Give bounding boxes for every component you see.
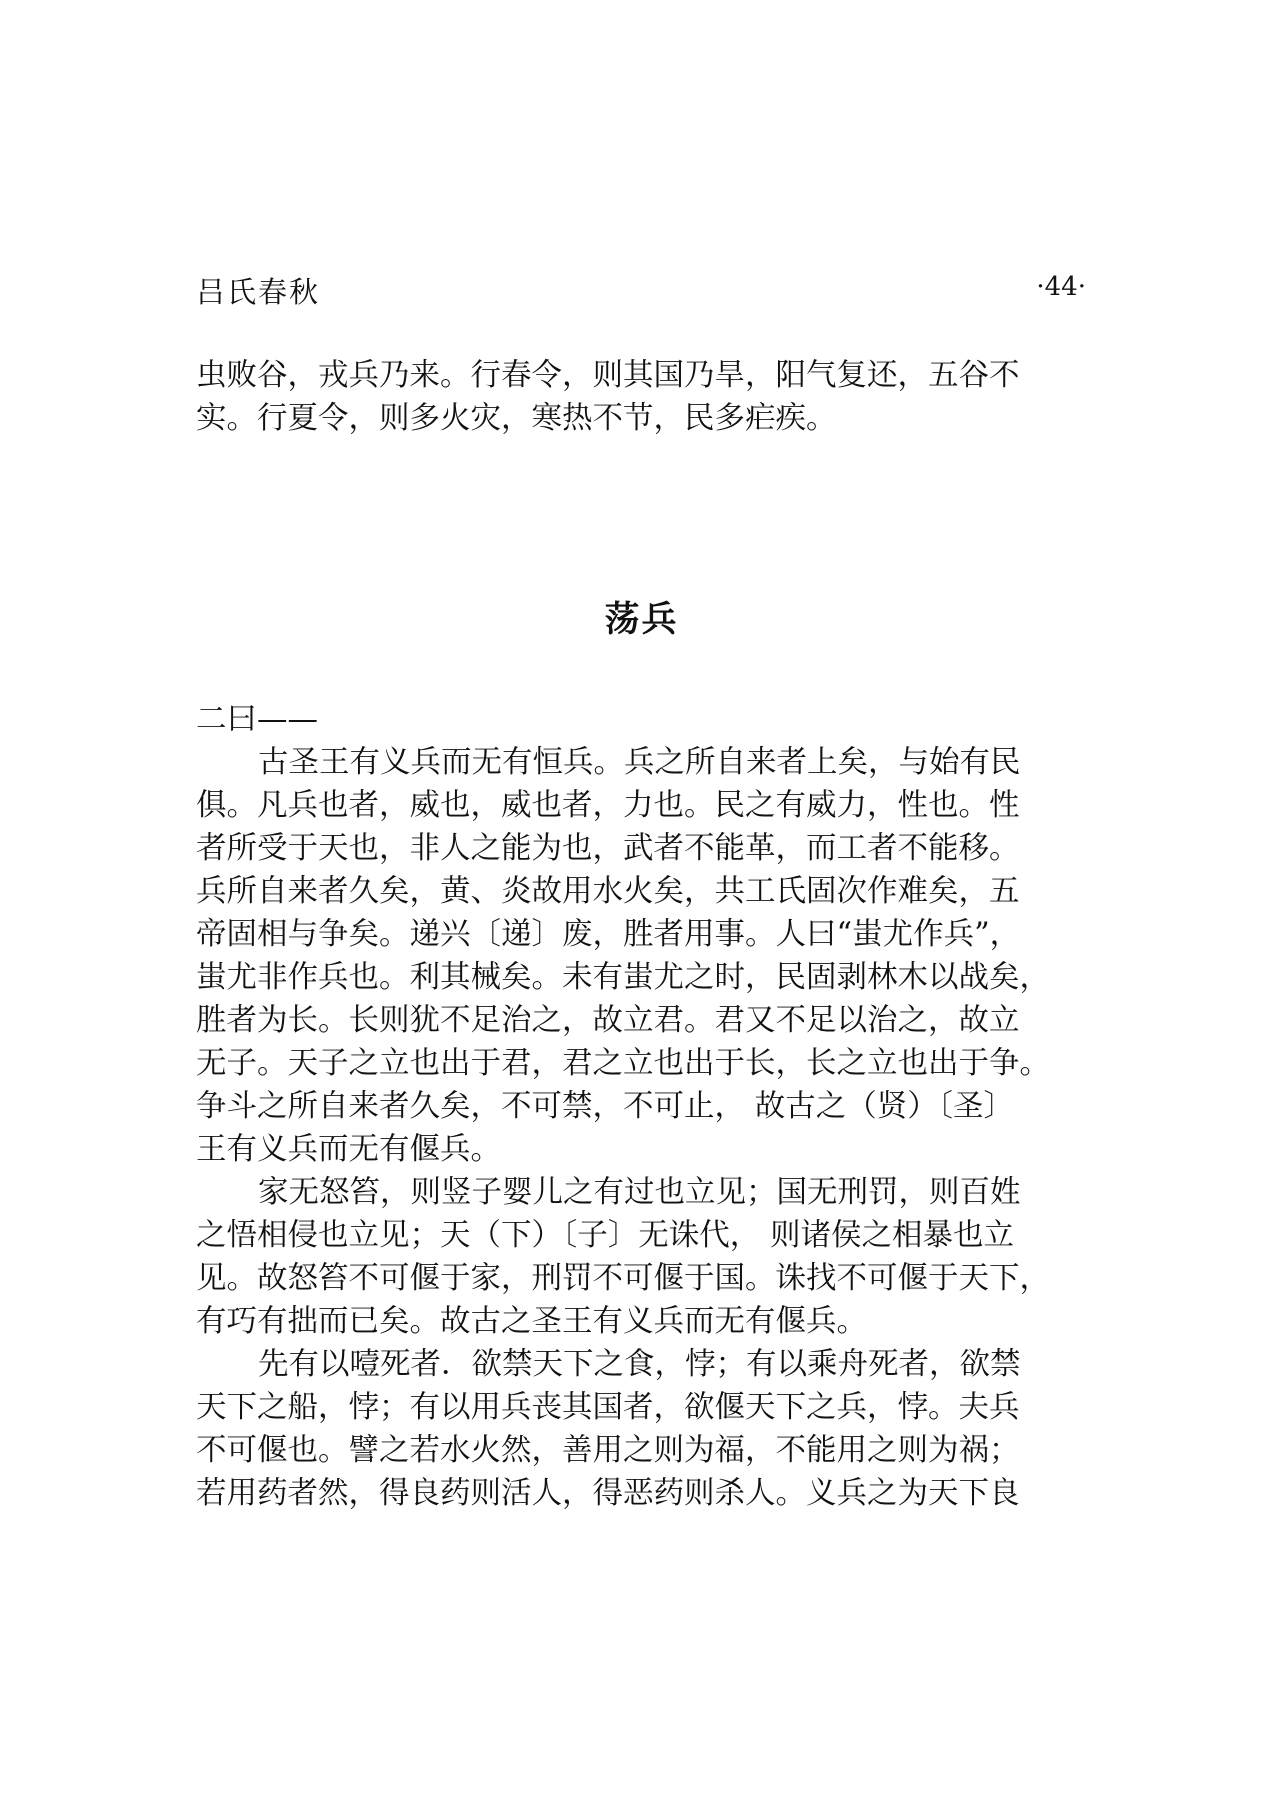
text-line: 争斗之所自来者久矣，不可禁，不可止， 故古之（贤）〔圣〕 bbox=[196, 1089, 1014, 1124]
text-line: 若用药者然，得良药则活人，得恶药则杀人。义兵之为天下良 bbox=[196, 1476, 1020, 1511]
text-line: 古圣王有义兵而无有恒兵。兵之所自来者上矣，与始有民 bbox=[258, 745, 1021, 780]
section-title: 荡兵 bbox=[604, 600, 679, 640]
running-title: 吕氏春秋 bbox=[196, 275, 321, 309]
text-line: 家无怒笞，则竖子婴儿之有过也立见；国无刑罚，则百姓 bbox=[258, 1175, 1021, 1210]
page-header bbox=[196, 270, 1086, 314]
text-line: 实。行夏令，则多火灾，寒热不节，民多疟疾。 bbox=[196, 401, 837, 436]
text-line: 兵所自来者久矣，黄、炎故用水火矣，共工氏固次作难矣，五 bbox=[196, 874, 1020, 909]
text-line: 虫败谷，戎兵乃来。行春令，则其国乃旱，阳气复还，五谷不 bbox=[196, 358, 1020, 393]
text-line: 蚩尤非作兵也。利其械矣。未有蚩尤之时，民固剥林木以战矣， bbox=[196, 960, 1050, 995]
text-line: 天下之船，悖；有以用兵丧其国者，欲偃天下之兵，悖。夫兵 bbox=[196, 1390, 1020, 1425]
text-line: 之悟相侵也立见；天（下）〔子〕无诛代， 则诸侯之相暴也立 bbox=[196, 1218, 1014, 1253]
text-line: 无子。天子之立也出于君，君之立也出于长，长之立也出于争。 bbox=[196, 1046, 1050, 1081]
text-line: 不可偃也。譬之若水火然，善用之则为福，不能用之则为祸； bbox=[196, 1433, 1020, 1468]
text-line: 帝固相与争矣。递兴〔递〕废，胜者用事。人曰“蚩尤作兵”， bbox=[196, 917, 1021, 952]
text-line: 王有义兵而无有偃兵。 bbox=[196, 1132, 501, 1167]
text-line: 有巧有拙而已矣。故古之圣王有义兵而无有偃兵。 bbox=[196, 1304, 867, 1339]
section-body bbox=[196, 698, 1096, 1515]
continuation-text bbox=[196, 354, 1096, 440]
text-line: 见。故怒笞不可偃于家，刑罚不可偃于国。诛找不可偃于天下， bbox=[196, 1261, 1050, 1296]
page-number: ·44· bbox=[1036, 272, 1086, 302]
text-line: 者所受于天也，非人之能为也，武者不能革，而工者不能移。 bbox=[196, 831, 1020, 866]
section-lead: 二曰—— bbox=[196, 702, 318, 737]
text-line: 俱。凡兵也者，威也，威也者，力也。民之有威力，性也。性 bbox=[196, 788, 1020, 823]
text-line: 先有以噎死者．欲禁天下之食，悖；有以乘舟死者，欲禁 bbox=[258, 1347, 1021, 1382]
text-line: 胜者为长。长则犹不足治之，故立君。君又不足以治之，故立 bbox=[196, 1003, 1020, 1038]
